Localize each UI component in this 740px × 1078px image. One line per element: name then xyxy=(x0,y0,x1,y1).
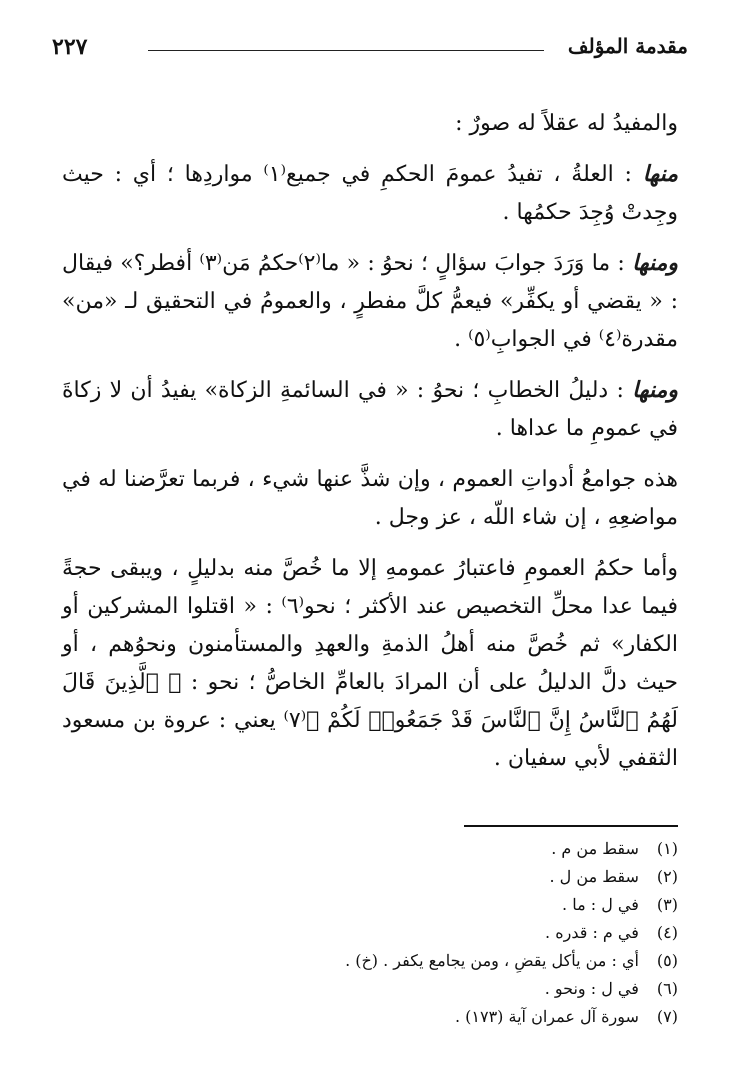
paragraph xyxy=(62,371,678,448)
paragraph-lead: منها xyxy=(642,161,679,187)
footnote-text: سقط من ل . xyxy=(549,867,639,886)
footnotes xyxy=(62,835,678,1031)
footnote-number: (١) xyxy=(656,839,678,858)
paragraph xyxy=(62,244,678,359)
paragraph xyxy=(62,155,678,232)
paragraph-lead: ومنها xyxy=(632,377,678,403)
footnote-item xyxy=(62,891,678,919)
paragraph-text: : دليلُ الخطابِ ؛ نحوُ : « في السائمةِ الزكاة» يفيدُ أن لا زكاةَ في عمومِ ما عداها . xyxy=(62,378,678,441)
footnote-number: (٦) xyxy=(656,979,678,998)
footnote-rule xyxy=(464,825,678,827)
footnote-text: أي : من يأكل يقضِ ، ومن يجامع يكفر . (خ) . xyxy=(345,951,639,970)
main-text xyxy=(62,104,678,790)
paragraph xyxy=(62,104,678,143)
footnote-item xyxy=(62,835,678,863)
footnote-item xyxy=(62,947,678,975)
footnote-text: في م : قدره . xyxy=(545,923,639,942)
paragraph xyxy=(62,460,678,537)
paragraph-lead: ومنها xyxy=(632,250,678,276)
paragraph-text: وأما حكمُ العمومِ فاعتبارُ عمومهِ إلا ما خُصَّ منه بدليلٍ ، ويبقى حجةً فيما عدا محلِّ التخصيص عند الأكثر ؛ نحو⁽٦⁾ : « اقتلوا المشركين أو الكفار» ثم خُصَّ منه أهلُ الذمةِ والعهدِ والمستأمنون ونحوُهم ، أو حيث دلَّ الدليلُ على أن المرادَ بالعامِّ الخاصُّ ؛ نحو : ﴿ ٱلَّذِينَ قَالَ لَهُمُ ٱلنَّاسُ إِنَّ ٱلنَّاسَ قَدْ جَمَعُوا۟ لَكُمْ ﴾⁽٧⁾ يعني : عروة بن مسعود الثقفي لأبي سفيان . xyxy=(62,556,678,771)
footnote-number: (٣) xyxy=(656,895,678,914)
paragraph-text: هذه جوامعُ أدواتِ العموم ، وإن شذَّ عنها شيء ، فربما تعرَّضنا له في مواضعِهِ ، إن شاء اللّه ، عز وجل . xyxy=(62,467,678,530)
footnote-text: سقط من م . xyxy=(551,839,639,858)
footnote-number: (٢) xyxy=(656,867,678,886)
page-header xyxy=(52,28,688,68)
footnote-number: (٧) xyxy=(656,1007,678,1026)
footnote-item xyxy=(62,975,678,1003)
page-number: ٢٢٧ xyxy=(52,34,88,60)
paragraph-text: : العلةُ ، تفيدُ عمومَ الحكمِ في جميع⁽١⁾ مواردِها ؛ أي : حيث وجِدتْ وُجِدَ حكمُها . xyxy=(62,162,678,225)
footnote-item xyxy=(62,919,678,947)
paragraph-text: والمفيدُ له عقلاً له صورٌ : xyxy=(455,111,678,136)
footnote-item xyxy=(62,863,678,891)
footnote-number: (٤) xyxy=(656,923,678,942)
paragraph xyxy=(62,549,678,778)
footnote-item xyxy=(62,1003,678,1031)
chapter-title: مقدمة المؤلف xyxy=(567,34,688,58)
header-rule xyxy=(148,50,544,51)
paragraph-text: : ما وَرَدَ جوابَ سؤالٍ ؛ نحوُ : « ما⁽٢⁾حكمُ مَن⁽٣⁾ أفطر؟» فيقال : « يقضي أو يكفِّر» فيعمُّ كلَّ مفطرٍ ، والعمومُ في التحقيق لـ «من» مقدرة⁽٤⁾ في الجوابِ⁽٥⁾ . xyxy=(62,251,678,352)
footnote-text: في ل : ما . xyxy=(562,895,639,914)
footnote-text: سورة آل عمران آية (١٧٣) . xyxy=(454,1007,639,1026)
footnote-text: في ل : ونحو . xyxy=(544,979,639,998)
footnote-number: (٥) xyxy=(656,951,678,970)
